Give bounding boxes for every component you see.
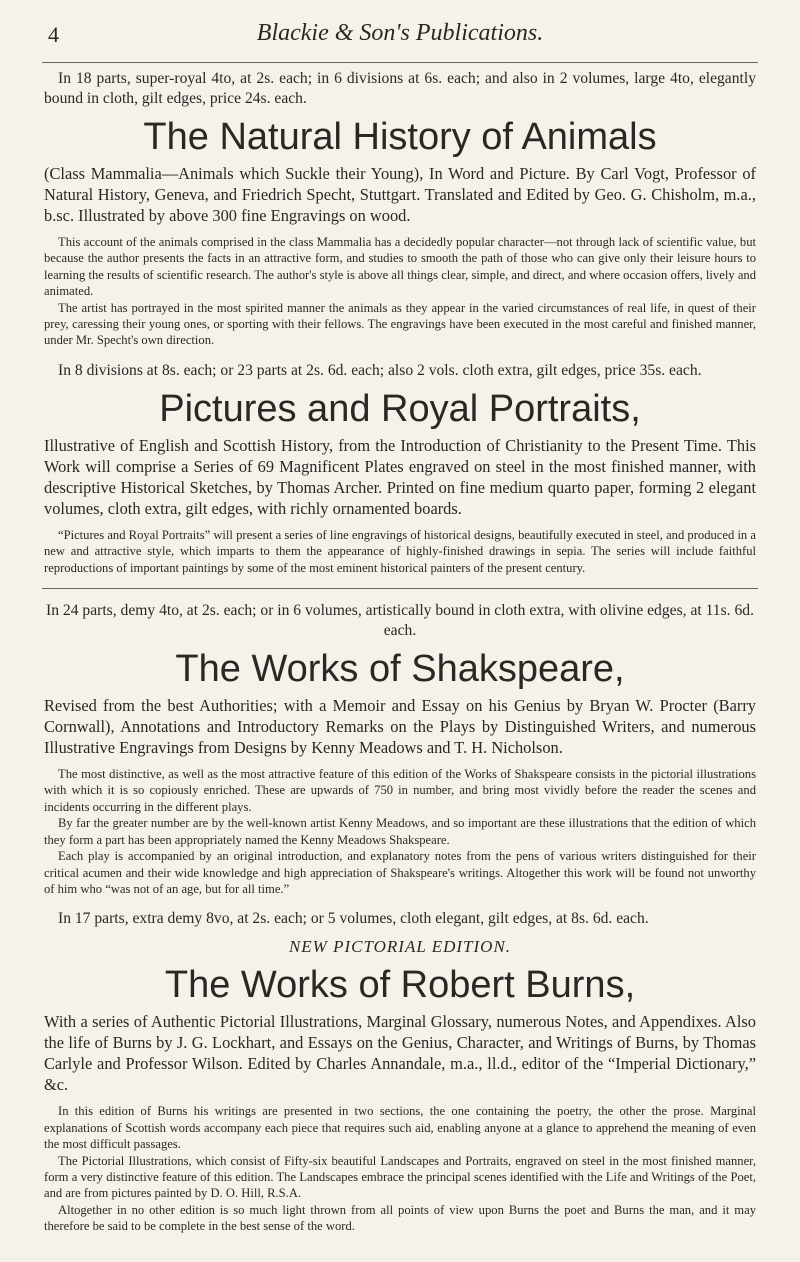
page-header-title: Blackie & Son's Publications.	[256, 20, 544, 46]
book-description: Illustrative of English and Scottish History, from the Introduction of Christianity to the Present Time. This Work will comprise a Series of 69 Magnificent Plates engraved on steel in the most finished manner, with descriptive Historical Sketches, by Thomas Archer. Printed on fine medium quarto paper, forming 2 elegant volumes, cloth extra, gilt edges, with richly ornamented boards.	[44, 435, 756, 518]
book-notes	[44, 234, 756, 349]
book-description: Revised from the best Authorities; with a Memoir and Essay on his Genius by Bryan W. Procter (Barry Cornwall), Annotations and Introductory Remarks on the Plays by Distinguished Writers, and numerous Illustrative Engravings from Designs by Kenny Meadows and T. H. Nicholson.	[44, 696, 756, 758]
publication-terms: In 17 parts, extra demy 8vo, at 2s. each; or 5 volumes, cloth elegant, gilt edges, at 8s. 6d. each.	[58, 910, 649, 928]
entry-natural-history	[40, 69, 760, 349]
book-notes	[44, 1103, 756, 1234]
note-paragraph: This account of the animals comprised in the class Mammalia has a decidedly popular character—not through lack of scientific value, but because the author presents the facts in an attractive form, and studies to smooth the path of those who can give only their leisure hours to learning the results of scientific research. The author's style is above all things clear, simple, and direct, and where occasion offers, lively and animated.	[44, 235, 756, 299]
publication-terms: In 8 divisions at 8s. each; or 23 parts at 2s. 6d. each; also 2 vols. cloth extra, gilt edges, price 35s. each.	[58, 361, 702, 379]
entry-burns	[40, 909, 760, 1234]
note-paragraph: In this edition of Burns his writings are presented in two sections, the one containing the poetry, the other the prose. Marginal explanations of Scottish words accompany each piece that requires such aid, enabling anyone at a glance to apprehend the meaning of even the most difficult passages.	[44, 1104, 756, 1152]
page-number: 4	[48, 22, 59, 47]
edition-subtitle: NEW PICTORIAL EDITION.	[288, 937, 512, 957]
book-title: Pictures and Royal Portraits,	[159, 387, 641, 430]
book-title: The Natural History of Animals	[143, 116, 657, 158]
divider	[42, 588, 758, 589]
divider	[42, 62, 758, 63]
publication-terms: In 24 parts, demy 4to, at 2s. each; or in 6 volumes, artistically bound in cloth extra, with olivine edges, at 11s. 6d. each.	[46, 602, 754, 640]
note-paragraph: “Pictures and Royal Portraits” will present a series of line engravings of historical designs, beautifully executed in steel, and produced in a new and attractive style, which imparts to them the appearance of highly-finished drawings in sepia. The series will include faithful reproductions of important paintings by some of the most eminent historical painters of the present century.	[44, 527, 756, 575]
running-head	[40, 0, 760, 62]
book-notes	[44, 766, 756, 897]
note-paragraph: By far the greater number are by the well-known artist Kenny Meadows, and so important are these illustrations that the edition of which they form a part has been appropriately named the Kenny Meadows Shakspeare.	[44, 816, 756, 847]
note-paragraph: Each play is accompanied by an original introduction, and explanatory notes from the pens of various writers distinguished for their critical acumen and their wide knowledge and high appreciation of Shakspeare's writings. Altogether this work will be found not unworthy of him who “was not of an age, but for all time.”	[44, 849, 756, 896]
note-paragraph: The Pictorial Illustrations, which consist of Fifty-six beautiful Landscapes and Portraits, engraved on steel in the most finished manner, form a very distinctive feature of this edition. The Landscapes embrace the principal scenes identified with the Life and Writings of the Poet, and are from pictures painted by D. O. Hill, R.S.A.	[44, 1153, 756, 1201]
note-paragraph: Altogether in no other edition is so much light thrown from all points of view upon Burns the poet and Burns the man, and it may therefore be said to be complete in the best sense of the word.	[44, 1202, 756, 1234]
book-description: (Class Mammalia—Animals which Suckle their Young), In Word and Picture. By Carl Vogt, Professor of Natural History, Geneva, and Friedrich Specht, Stuttgart. Translated and Edited by Geo. G. Chisholm, m.a., b.sc. Illustrated by above 300 fine Engravings on wood.	[44, 164, 756, 225]
publication-terms: In 18 parts, super-royal 4to, at 2s. each; in 6 divisions at 6s. each; and also in 2 volumes, large 4to, elegantly bound in cloth, gilt edges, price 24s. each.	[44, 70, 756, 107]
entry-shakspeare	[40, 601, 760, 897]
book-title: The Works of Robert Burns,	[164, 964, 636, 1007]
book-notes	[44, 527, 756, 576]
note-paragraph: The most distinctive, as well as the most attractive feature of this edition of the Works of Shakspeare consists in the pictorial illustrations with which it is so copiously enriched. These are upwards of 750 in number, and bring most vividly before the reader the scenes and incidents occurring in the different plays.	[44, 767, 756, 814]
entry-royal-portraits	[40, 361, 760, 576]
note-paragraph: The artist has portrayed in the most spirited manner the animals as they appear in the varied circumstances of real life, in quest of their prey, caressing their young ones, or sporting with their fellows. The engravings have been executed in the most careful and finished manner, under Mr. Specht's own direction.	[44, 300, 756, 348]
book-description: With a series of Authentic Pictorial Illustrations, Marginal Glossary, numerous Notes, and Appendixes. Also the life of Burns by J. G. Lockhart, and Essays on the Genius, Character, and Writings of Burns, by Thomas Carlyle and Professor Wilson. Edited by Charles Annandale, m.a., ll.d., editor of the “Imperial Dictionary,” &c.	[44, 1012, 756, 1095]
book-title: The Works of Shakspeare,	[175, 648, 625, 691]
